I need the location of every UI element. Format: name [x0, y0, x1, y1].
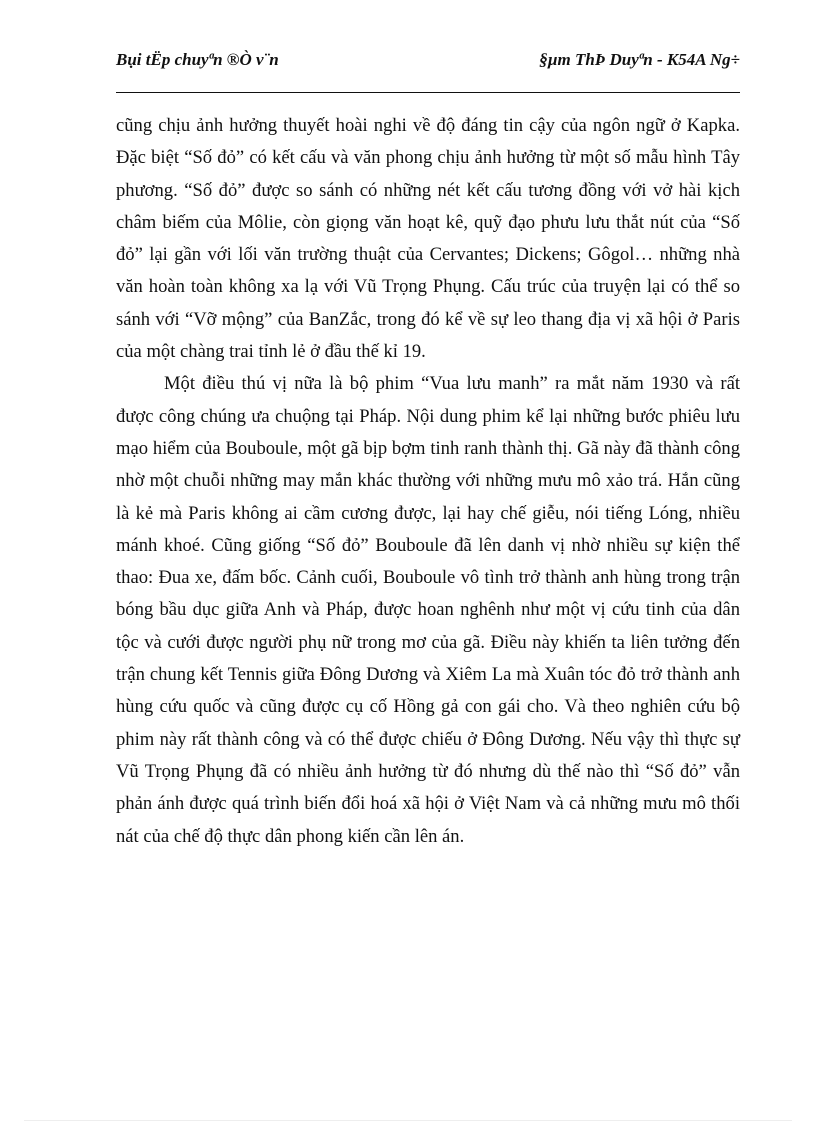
header-right-author: §µm ThÞ Duyªn - K54A Ng÷ — [539, 50, 740, 69]
header-left-title: Bụi tËp chuyªn ®Ò v¨n — [116, 50, 279, 69]
page-bottom-divider — [24, 1120, 792, 1121]
paragraph: Một điều thú vị nữa là bộ phim “Vua lưu manh” ra mắt năm 1930 và rất được công chúng ưa chuộng tại Pháp. Nội dung phim kể lại những bước phiêu lưu mạo hiểm của Bouboule, một gã bịp bợm tinh ranh thành thị. Gã này đã thành công nhờ một chuỗi những may mắn khác thường với những mưu mô xảo trá. Hắn cũng là kẻ mà Paris không ai cầm cương được, lại hay chế giễu, nói tiếng Lóng, nhiều mánh khoé. Cũng giống “Số đỏ” Bouboule đã lên danh vị nhờ nhiều sự kiện thể thao: Đua xe, đấm bốc. Cảnh cuối, Bouboule vô tình trở thành anh hùng trong trận bóng bầu dục giữa Anh và Pháp, được hoan nghênh như một vị cứu tinh của dân tộc và cưới được người phụ nữ trong mơ của gã. Điều này khiến ta liên tưởng đến trận chung kết Tennis giữa Đông Dương và Xiêm La mà Xuân tóc đỏ trở thành anh hùng cứu quốc và cũng được cụ cố Hồng gả con gái cho. Và theo nghiên cứu bộ phim này rất thành công và có thể được chiếu ở Đông Dương. Nếu vậy thì thực sự Vũ Trọng Phụng đã có nhiều ảnh hưởng từ đó nhưng dù thế nào thì “Số đỏ” vẫn phản ánh được quá trình biến đổi hoá xã hội ở Việt Nam và cả những mưu mô thối nát của chế độ thực dân phong kiến cần lên án. — [116, 373, 740, 847]
document-body — [116, 110, 740, 853]
paragraph-continued: cũng chịu ảnh hưởng thuyết hoài nghi về độ đáng tin cậy của ngôn ngữ ở Kapka. Đặc biệt “Số đỏ” có kết cấu và văn phong chịu ảnh hưởng từ một số mẫu hình Tây phương. “Số đỏ” được so sánh có những nét kết cấu tương đồng với vở hài kịch châm biếm của Môlie, còn giọng văn hoạt kê, quỹ đạo phưu lưu thắt nút của “Số đỏ” lại gần với lối văn trường thuật của Cervantes; Dickens; Gôgol… những nhà văn hoàn toàn không xa lạ với Vũ Trọng Phụng. Cấu trúc của truyện lại có thể so sánh với “Vỡ mộng” của BanZắc, trong đó kể về sự leo thang địa vị xã hội ở Paris của một chàng trai tỉnh lẻ ở đầu thế kỉ 19. — [116, 115, 740, 363]
page-header — [116, 50, 740, 93]
